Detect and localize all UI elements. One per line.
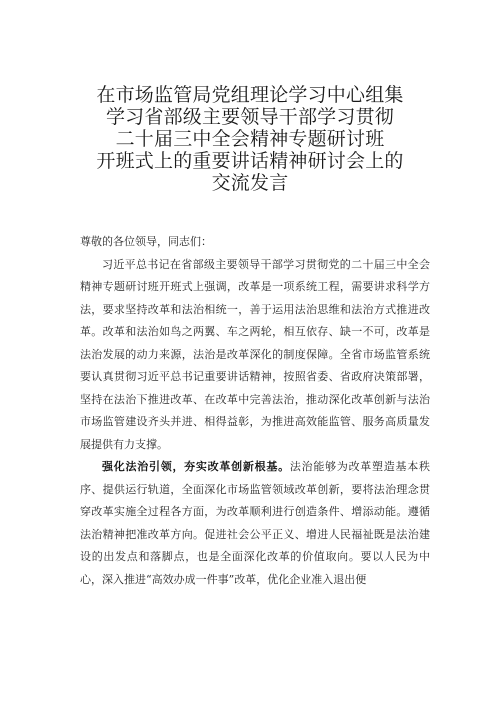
paragraph-1 <box>80 254 430 457</box>
title-line-4: 开班式上的重要讲话精神研讨会上的 <box>96 150 404 172</box>
title-line-3: 二十届三中全会精神专题研讨班 <box>115 128 385 150</box>
paragraph-2 <box>80 456 430 591</box>
document-title <box>60 84 440 194</box>
document-body <box>80 231 430 591</box>
paragraph-2-lead: 强化法治引领，夯实改革创新根基。 <box>102 460 290 473</box>
paragraph-1-text: 习近平总书记在省部级主要领导干部学习贯彻党的二十届三中全会精神专题研讨班开班式上强调，改革是一项系统工程，需要讲求科学方法，要求坚持改革和法治相统一，善于运用法治思维和法治方式推进改革。改革和法治如鸟之两翼、车之两轮，相互依存、缺一不可，改革是法治发展的动力来源，法治是改革深化的制度保障。全省市场监管系统要认真贯彻习近平总书记重要讲话精神，按照省委、省政府决策部署，坚持在法治下推进改革、在改革中完善法治，推动深化改革创新与法治市场监管建设齐头并进、相得益彰，为推进高效能监管、服务高质量发展提供有力支撑。 <box>80 257 430 451</box>
title-line-5: 交流发言 <box>211 172 289 194</box>
paragraph-2-text: 法治能够为改革塑造基本秩序、提供运行轨道，全面深化市场监管领域改革创新，要将法治理念贯穿改革实施全过程各方面，为改革顺利进行创造条件、增添动能。遵循法治精神把准改革方向。促进社会公平正义、增进人民福祉既是法治建设的出发点和落脚点，也是全面深化改革的价值取向。要以人民为中心，深入推进“高效办成一件事”改革，优化企业准入退出便 <box>80 460 431 586</box>
salutation: 尊敬的各位领导，同志们： <box>80 235 212 248</box>
title-line-2: 学习省部级主要领导干部学习贯彻 <box>105 106 394 128</box>
title-line-1: 在市场监管局党组理论学习中心组集 <box>96 84 404 106</box>
